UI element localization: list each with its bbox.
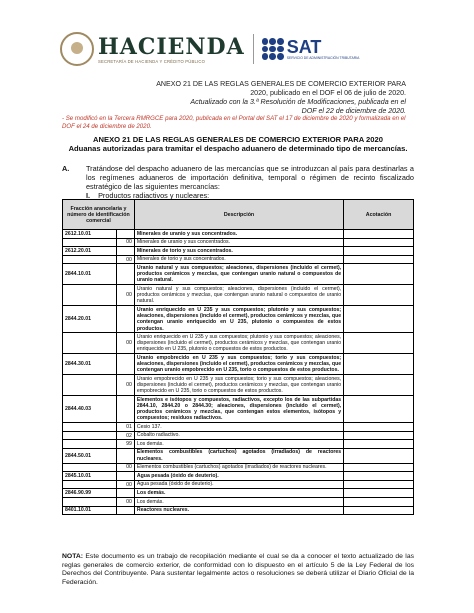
cell-code: 2844.30.01: [63, 354, 117, 375]
cell-description: Los demás.: [134, 497, 343, 506]
sat-logo: [262, 38, 360, 60]
cell-acotacion: [344, 472, 414, 481]
cell-acotacion: [344, 480, 414, 489]
cell-nico: [116, 230, 134, 239]
table-row: [63, 247, 414, 256]
cell-code: [63, 440, 117, 449]
cell-acotacion: [344, 506, 414, 515]
footnote-text: Este documento es un trabajo de recopilación mediante el cual se da a conocer el texto actualizado de las reglas generales de comercio exterior, de conformidad con lo dispuesto en el artículo 5 de la Ley Federal de los Derechos del Contribuyente. Para sustentar legalmente actos o resoluciones se deberá utilizar el Diario Oficial de la Federación.: [62, 553, 414, 586]
cell-acotacion: [344, 264, 414, 285]
cell-description: Uranio empobrecido en U 235 y sus compuestos; torio y sus compuestos; aleaciones, dispersiones (incluido el cermet), productos cerámicos y mezclas, que contengan uranio empobrecido en U 235, torio o compuestos de estos productos.: [134, 375, 343, 396]
cell-nico: [116, 472, 134, 481]
cell-nico: 00: [116, 285, 134, 306]
document-title: ANEXO 21 DE LAS REGLAS GENERALES DE COMERCIO EXTERIOR PARA 2020: [93, 135, 383, 144]
cell-nico: 00: [116, 497, 134, 506]
header-description: Descripción: [134, 200, 343, 230]
cell-code: 8401.10.01: [63, 506, 117, 515]
table-row: [63, 480, 414, 489]
section-a-text: Tratándose del despacho aduanero de las mercancías que se introduzcan al país para destinarlas a los regímenes aduaneros de importación definitiva, temporal o régimen de recinto fiscalizado estratégico de las siguientes mercancías:: [86, 164, 414, 191]
table-row: [63, 506, 414, 515]
sat-title: SAT: [286, 37, 322, 57]
table-row: [63, 238, 414, 247]
cell-acotacion: [344, 497, 414, 506]
cell-code: 2612.10.01: [63, 230, 117, 239]
table-row: [63, 472, 414, 481]
cell-description: Uranio empobrecido en U 235 y sus compuestos; torio y sus compuestos; aleaciones, dispersiones (incluido el cermet), productos cerámicos y mezclas, que contengan uranio empobrecido en U 235, torio o compuestos de estos productos.: [134, 354, 343, 375]
cell-acotacion: [344, 306, 414, 333]
cell-acotacion: [344, 230, 414, 239]
cell-nico: [116, 264, 134, 285]
cell-acotacion: [344, 285, 414, 306]
cell-nico: [116, 489, 134, 498]
footnote-label: NOTA:: [62, 553, 84, 560]
hacienda-title: HACIENDA: [98, 33, 245, 60]
anexo-header: [126, 80, 406, 116]
table-row: [63, 255, 414, 264]
cell-acotacion: [344, 489, 414, 498]
cell-description: Elementos e isótopos y compuestos, radiactivos, excepto los de las subpartidas 2844.10, 2844.20 o 2844.30; aleaciones, dispersiones (incluido el cermet), productos cerámicos y mezclas, que contengan estos elementos, isótopos y compuestos; residuos radiactivos.: [134, 396, 343, 423]
cell-code: 2844.40.03: [63, 396, 117, 423]
cell-nico: 00: [116, 238, 134, 247]
cell-code: [63, 463, 117, 472]
cell-description: Agua pesada (óxido de deuterio).: [134, 480, 343, 489]
cell-acotacion: [344, 333, 414, 354]
table-row: [63, 463, 414, 472]
section-i-text: Productos radiactivos y nucleares:: [98, 191, 210, 200]
cell-code: [63, 431, 117, 440]
cell-description: Minerales de uranio y sus concentrados.: [134, 238, 343, 247]
cell-nico: [116, 506, 134, 515]
cell-acotacion: [344, 255, 414, 264]
cell-acotacion: [344, 431, 414, 440]
cell-description: Los demás.: [134, 440, 343, 449]
cell-acotacion: [344, 463, 414, 472]
table-row: [63, 285, 414, 306]
modification-note: - Se modificó en la Tercera RMRGCE para 2020, publicada en el Portal del SAT el 17 de diciembre de 2020 y formalizada en el DOF el 24 de diciembre de 2020.: [62, 115, 406, 130]
cell-nico: 00: [116, 255, 134, 264]
cell-nico: 99: [116, 440, 134, 449]
cell-acotacion: [344, 423, 414, 432]
section-a: [62, 164, 414, 191]
cell-description: Uranio natural y sus compuestos; aleaciones, dispersiones (incluido el cermet), productos cerámicos y mezclas, que contengan uranio natural o compuestos de uranio natural.: [134, 285, 343, 306]
cell-description: Minerales de torio y sus concentrados.: [134, 247, 343, 256]
page-header: [60, 30, 420, 68]
anexo-header-line4: DOF el 22 de diciembre de 2020.: [301, 107, 406, 115]
cell-acotacion: [344, 238, 414, 247]
cell-acotacion: [344, 247, 414, 256]
coat-of-arms-icon: [60, 32, 94, 66]
table-row: [63, 423, 414, 432]
anexo-header-line3: Actualizado con la 3.ª Resolución de Modificaciones, publicada en el: [190, 98, 406, 106]
cell-acotacion: [344, 440, 414, 449]
cell-nico: 00: [116, 375, 134, 396]
cell-acotacion: [344, 354, 414, 375]
cell-code: [63, 497, 117, 506]
header-divider: [253, 34, 254, 64]
cell-description: Minerales de uranio y sus concentrados.: [134, 230, 343, 239]
cell-code: 2846.90.99: [63, 489, 117, 498]
cell-nico: [116, 247, 134, 256]
table-row: [63, 497, 414, 506]
cell-description: Uranio enriquecido en U 235 y sus compuestos; plutonio y sus compuestos; aleaciones, dispersiones (incluido el cermet), productos cerámicos y mezclas, que contengan uranio enriquecido en U 235, plutonio o compuestos de estos productos.: [134, 333, 343, 354]
cell-code: 2844.20.01: [63, 306, 117, 333]
cell-nico: [116, 448, 134, 463]
anexo-header-line1: ANEXO 21 DE LAS REGLAS GENERALES DE COMERCIO EXTERIOR PARA: [156, 80, 406, 88]
cell-description: Uranio enriquecido en U 235 y sus compuestos; plutonio y sus compuestos; aleaciones, dispersiones (incluido el cermet), productos cerámicos y mezclas, que contengan uranio enriquecido en U 235, plutonio o compuestos de estos productos.: [134, 306, 343, 333]
cell-description: Reactores nucleares.: [134, 506, 343, 515]
table-row: [63, 448, 414, 463]
table-row: [63, 431, 414, 440]
hacienda-subtitle: SECRETARÍA DE HACIENDA Y CRÉDITO PÚBLICO: [98, 58, 206, 64]
cell-code: 2612.20.01: [63, 247, 117, 256]
cell-code: [63, 285, 117, 306]
cell-nico: 01: [116, 423, 134, 432]
cell-description: Uranio natural y sus compuestos; aleaciones, dispersiones (incluido el cermet), productos cerámicos y mezclas, que contengan uranio natural o compuestos de uranio natural.: [134, 264, 343, 285]
cell-description: Elementos combustibles (cartuchos) agotados (irradiados) de reactores nucleares.: [134, 448, 343, 463]
cell-description: Los demás.: [134, 489, 343, 498]
table-row: [63, 396, 414, 423]
cell-nico: 00: [116, 333, 134, 354]
cell-nico: [116, 306, 134, 333]
cell-description: Agua pesada (óxido de deuterio).: [134, 472, 343, 481]
table-row: [63, 375, 414, 396]
cell-code: 2844.50.01: [63, 448, 117, 463]
cell-description: Elementos combustibles (cartuchos) agotados (irradiados) de reactores nucleares.: [134, 463, 343, 472]
header-acotacion: Acotación: [344, 200, 414, 230]
cell-description: Cesio 137.: [134, 423, 343, 432]
table-row: [63, 489, 414, 498]
cell-code: [63, 423, 117, 432]
cell-code: [63, 480, 117, 489]
header-code: Fracción arancelaria y número de identificación comercial: [63, 200, 135, 230]
tariff-table-body: [63, 230, 414, 515]
tariff-table: [62, 199, 414, 515]
table-row: [63, 264, 414, 285]
cell-acotacion: [344, 375, 414, 396]
cell-code: [63, 333, 117, 354]
cell-nico: 02: [116, 431, 134, 440]
cell-nico: [116, 396, 134, 423]
section-i-label: I.: [86, 191, 91, 200]
cell-description: Minerales de torio y sus concentrados.: [134, 255, 343, 264]
cell-code: [63, 255, 117, 264]
cell-nico: 00: [116, 463, 134, 472]
table-row: [63, 306, 414, 333]
table-row: [63, 230, 414, 239]
cell-acotacion: [344, 396, 414, 423]
table-row: [63, 354, 414, 375]
hacienda-logo: [98, 35, 245, 64]
cell-description: Cobalto radiactivo.: [134, 431, 343, 440]
cell-code: 2844.10.01: [63, 264, 117, 285]
section-a-label: A.: [62, 164, 70, 173]
anexo-header-line2: 2020, publicado en el DOF el 06 de julio de 2020.: [250, 89, 406, 97]
table-row: [63, 333, 414, 354]
table-row: [63, 440, 414, 449]
cell-code: [63, 238, 117, 247]
footnote: [62, 553, 414, 587]
cell-acotacion: [344, 448, 414, 463]
cell-nico: [116, 354, 134, 375]
sat-dots-icon: [262, 38, 284, 60]
cell-nico: 00: [116, 480, 134, 489]
document-subtitle: Aduanas autorizadas para tramitar el despacho aduanero de determinado tipo de mercancías.: [68, 144, 408, 153]
cell-code: 2845.10.01: [63, 472, 117, 481]
cell-code: [63, 375, 117, 396]
sat-subtitle: SERVICIO DE ADMINISTRACIÓN TRIBUTARIA: [286, 56, 360, 60]
